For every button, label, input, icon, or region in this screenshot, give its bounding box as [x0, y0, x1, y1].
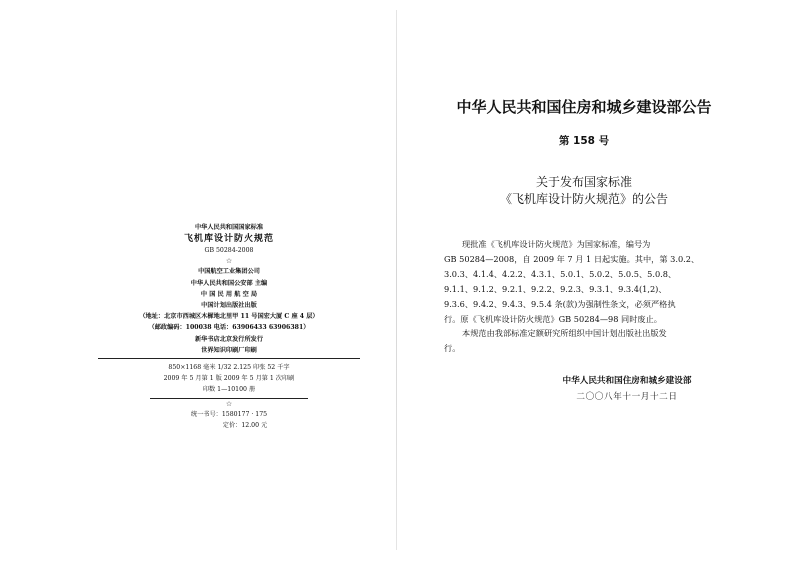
announcement-body	[444, 237, 734, 356]
book-title: 飞机库设计防火规范	[183, 234, 274, 245]
standard-series: 中华人民共和国国家标准	[194, 224, 264, 231]
printer: 世界知识印刷厂印刷	[201, 346, 257, 354]
body-line: 本规范由我部标准定额研究所组织中国计划出版社出版发	[462, 328, 667, 339]
announcement-issuer: 中华人民共和国住房和城乡建设部公告	[456, 98, 712, 116]
body-line: 行。原《飞机库设计防火规范》GB 50284—98 同时废止。	[444, 313, 662, 324]
edition-info: 2009 年 5 月第 1 版 2009 年 5 月第 1 次印刷	[163, 375, 295, 383]
publisher-contact: （邮政编码：100038 电话：63906433 63906381）	[148, 324, 310, 332]
announcement-subject	[434, 174, 734, 208]
body-line: 3.0.3、4.1.4、4.2.2、4.3.1、5.0.1、5.0.2、5.0.5、5.0.8、	[444, 268, 677, 279]
approver-org: 中华人民共和国公安部 主编	[190, 279, 268, 287]
body-line: 行。	[444, 343, 461, 354]
print-run: 印数 1—10100 册	[202, 386, 256, 394]
body-line: GB 50284—2008，自 2009 年 7 月 1 日起实施。其中，第 3.0.2、	[444, 253, 700, 264]
authority-org: 中 国 民 用 航 空 局	[200, 290, 258, 298]
signing-authority: 中华人民共和国住房和城乡建设部	[562, 376, 692, 386]
star-ornament: ☆	[225, 257, 233, 266]
distributor: 新华书店北京发行所发行	[194, 335, 264, 343]
book-price: 定价：12.00 元	[222, 421, 268, 429]
colophon-rule-top	[98, 358, 360, 359]
standard-code: GB 50284-2008	[204, 247, 254, 255]
book-format: 850×1168 毫米 1/32 2.125 印张 52 千字	[168, 364, 290, 372]
publisher-address: （地址：北京市西城区木樨地北里甲 11 号国宏大厦 C 座 4 层）	[139, 313, 319, 321]
subject-line-2: 《飞机库设计防火规范》的公告	[499, 192, 668, 206]
announcement-date: 二〇〇八年十一月十二日	[576, 392, 678, 402]
announcement-signature	[542, 373, 712, 405]
colophon-page	[98, 222, 360, 431]
body-line: 9.1.1、9.1.2、9.2.1、9.2.2、9.2.3、9.3.1、9.3.4(1,2)、	[444, 283, 667, 294]
page-gutter	[396, 10, 397, 550]
publisher: 中国计划出版社出版	[201, 302, 257, 310]
editor-org: 中国航空工业集团公司	[198, 268, 260, 276]
announcement-number: 第 158 号	[558, 135, 610, 147]
subject-line-1: 关于发布国家标准	[535, 175, 632, 189]
book-number: 统一书号：1580177 · 175	[190, 410, 268, 418]
star-ornament-2: ☆	[225, 399, 233, 408]
body-line: 9.3.6、9.4.2、9.4.3、9.5.4 条(款)为强制性条文，必须严格执	[444, 298, 676, 309]
body-line: 现批准《飞机库设计防火规范》为国家标准，编号为	[462, 239, 651, 249]
